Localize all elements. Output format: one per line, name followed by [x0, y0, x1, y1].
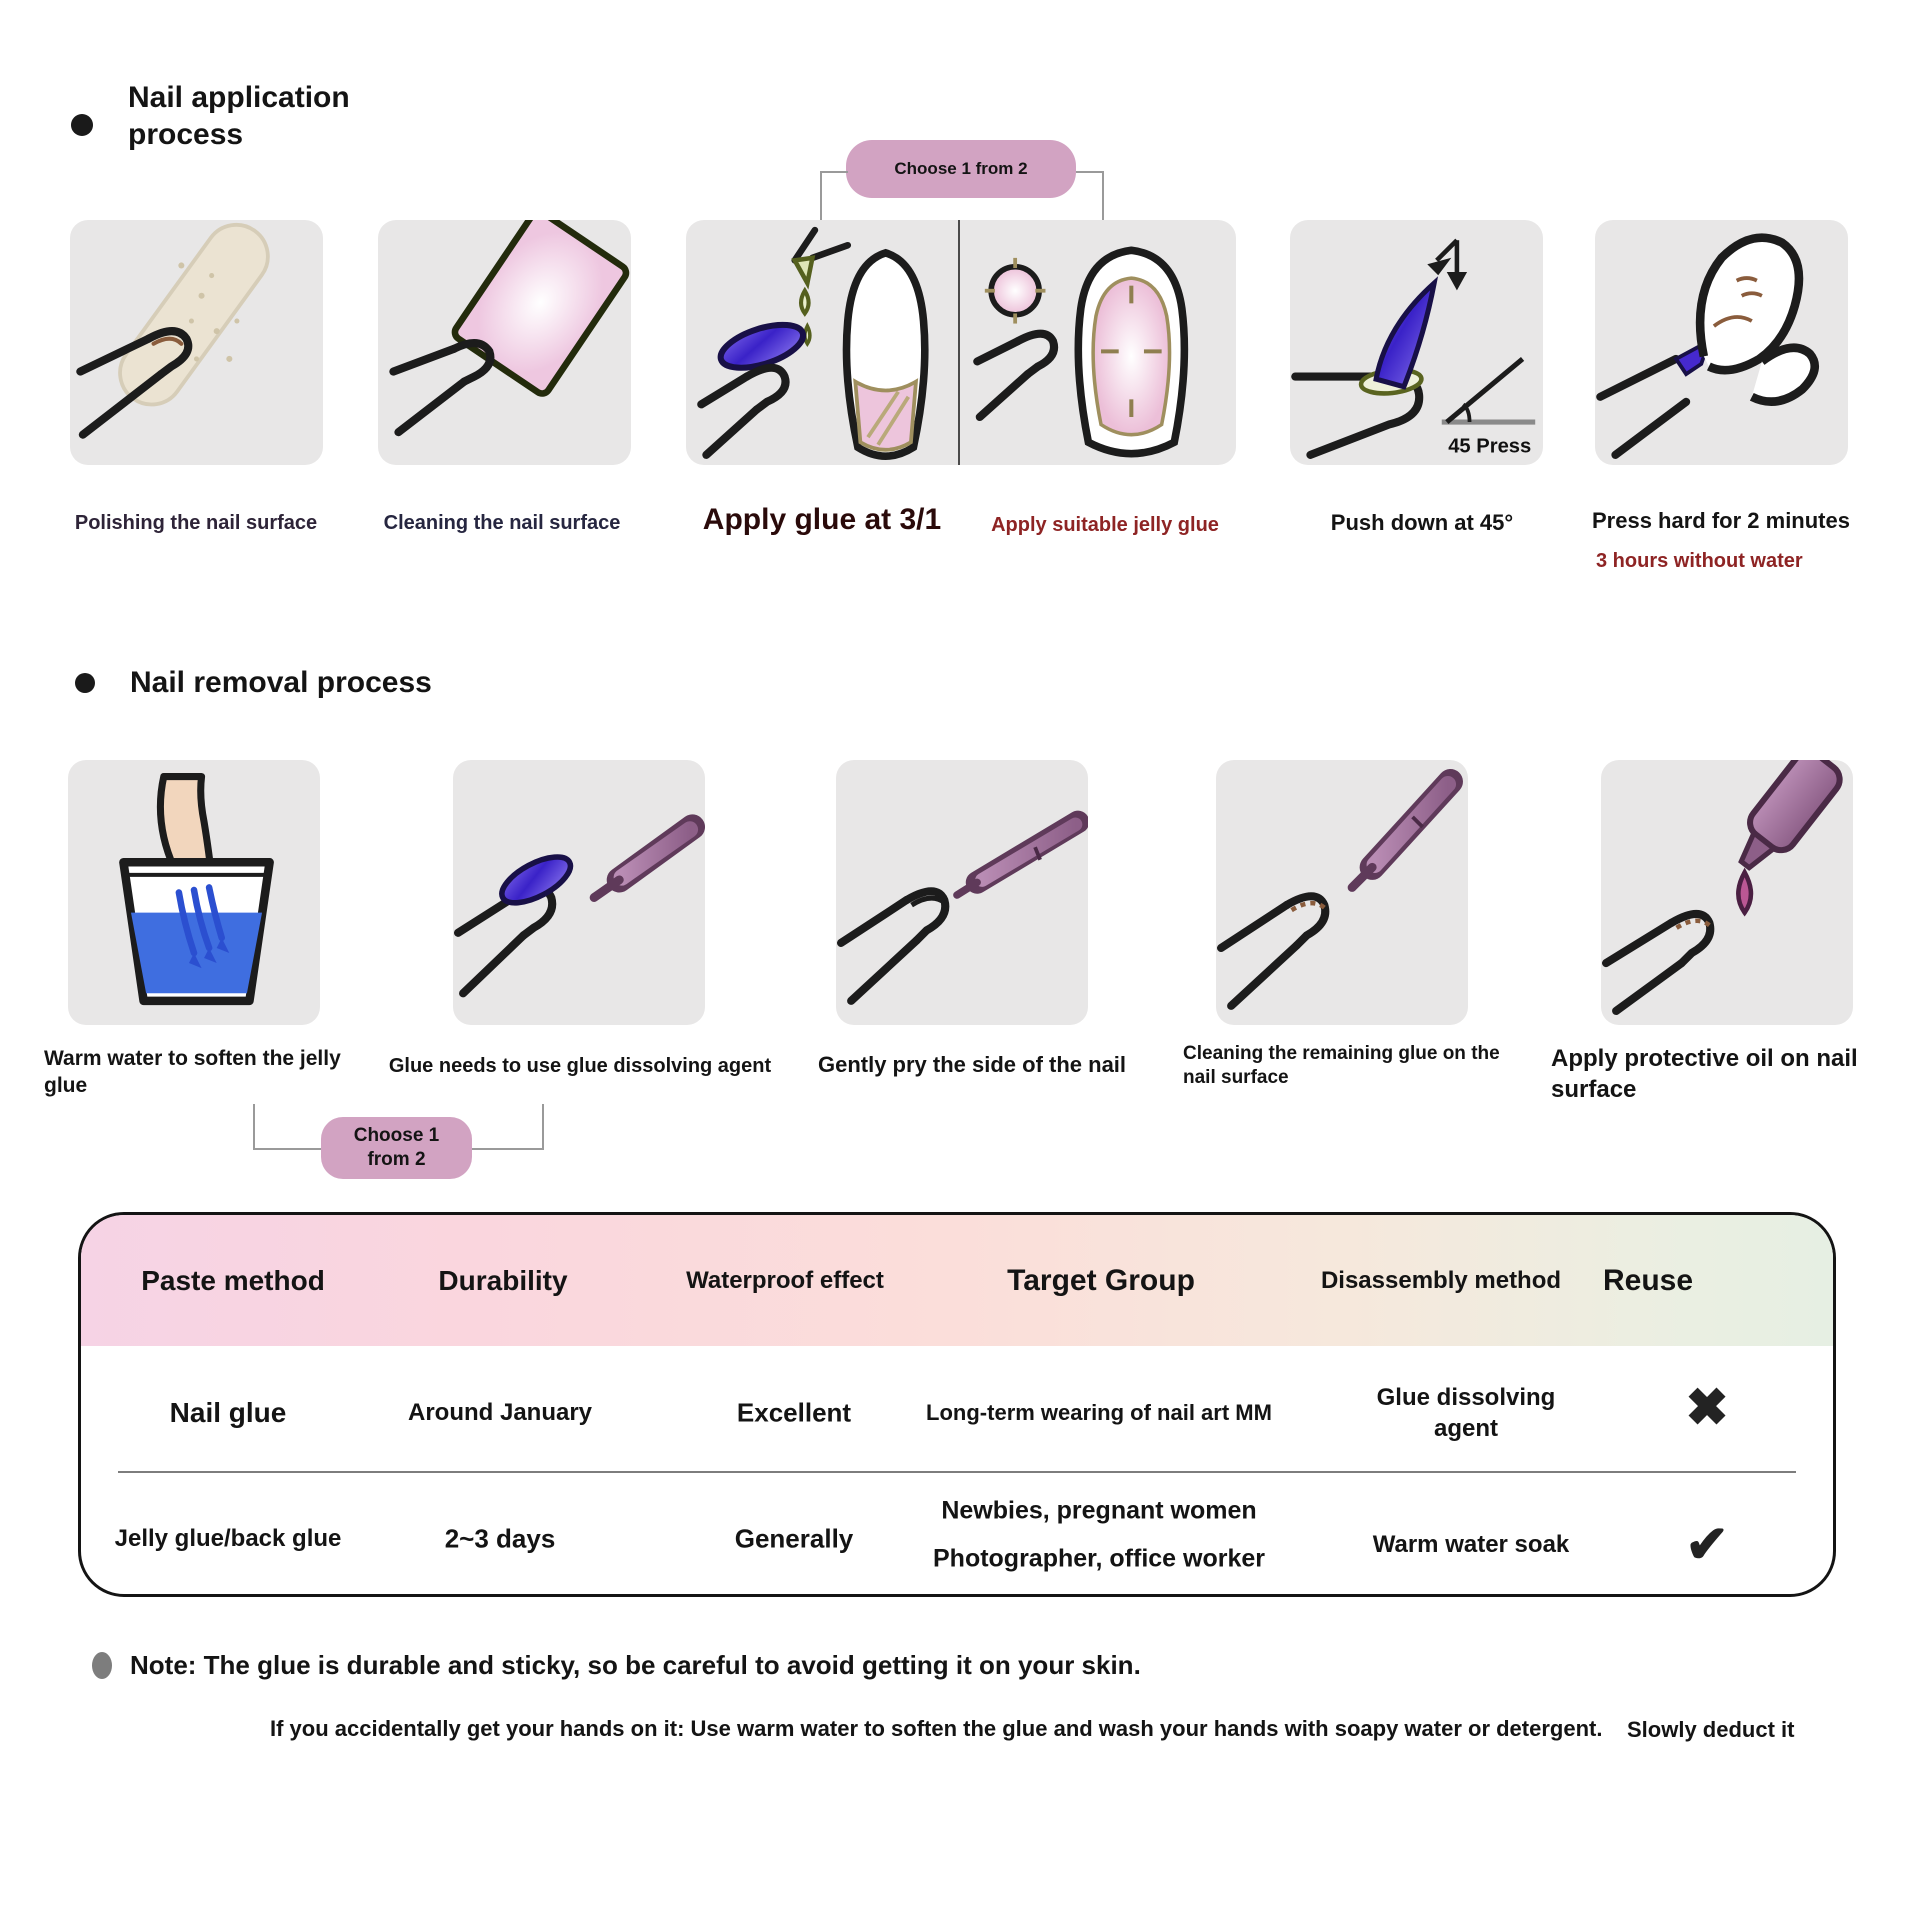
comparison-table	[78, 1212, 1836, 1597]
note-main-text: Note: The glue is durable and sticky, so be careful to avoid getting it on your skin.	[130, 1650, 1141, 1680]
caption-polish: Polishing the nail surface	[74, 512, 318, 534]
caption-dissolving-agent: Glue needs to use glue dissolving agent	[388, 1055, 772, 1077]
step-panel-clean	[378, 220, 631, 465]
note-bullet-icon	[92, 1652, 112, 1679]
cell-paste-nail-glue: Nail glue	[169, 1397, 287, 1428]
choose-badge-application: Choose 1 from 2	[846, 140, 1076, 198]
header-durability: Durability	[438, 1265, 568, 1296]
step-panel-polish	[70, 220, 323, 465]
badge-connector-left	[253, 1104, 323, 1150]
badge-connector-right	[472, 1104, 544, 1150]
caption-clean-glue: Cleaning the remaining glue on the nail surface	[1183, 1043, 1500, 1089]
header-waterproof: Waterproof effect	[686, 1267, 884, 1294]
pry-nail-illustration	[836, 760, 1088, 1025]
apply-glue-illustration	[686, 220, 959, 465]
badge-connector-left	[820, 171, 848, 222]
push-down-45-illustration	[1290, 220, 1543, 465]
caption-clean: Cleaning the nail surface	[383, 512, 621, 534]
step-panel-clean-glue	[1216, 760, 1468, 1025]
caption-protective-oil: Apply protective oil on nail surface	[1551, 1045, 1858, 1103]
header-reuse: Reuse	[1602, 1264, 1694, 1297]
step-panel-warm-water	[68, 760, 320, 1025]
clean-nail-illustration	[378, 220, 631, 465]
press-45-label: 45 Press	[1448, 435, 1532, 458]
step-panel-pry	[836, 760, 1088, 1025]
application-section-title: Nail application process	[128, 81, 350, 151]
caption-jelly-glue: Apply suitable jelly glue	[991, 514, 1219, 536]
step-panel-push-45	[1290, 220, 1543, 465]
caption-3hours-no-water: 3 hours without water	[1596, 550, 1803, 572]
table-row-divider	[118, 1471, 1796, 1473]
step-panel-press-hard	[1595, 220, 1848, 465]
reuse-check-icon: ✔	[1685, 1516, 1729, 1574]
panel-divider	[958, 220, 960, 465]
cell-durability-2: 2~3 days	[444, 1523, 556, 1554]
reuse-cross-icon: ✖	[1685, 1379, 1729, 1437]
note-sub-text: If you accidentally get your hands on it: Use warm water to soften the glue and wash your hands with soapy water or detergent.	[270, 1716, 1603, 1741]
polish-nail-illustration	[70, 220, 323, 465]
caption-press-2min: Press hard for 2 minutes	[1592, 508, 1850, 533]
jelly-glue-illustration	[962, 220, 1235, 465]
section-bullet-icon	[71, 114, 93, 136]
choose-badge-removal	[321, 1117, 472, 1179]
step-panel-glue-options	[686, 220, 1236, 465]
press-hard-illustration	[1595, 220, 1848, 465]
caption-warm-water: Warm water to soften the jelly glue	[44, 1047, 341, 1097]
badge-connector-right	[1076, 171, 1104, 222]
choose-badge-line2: from 2	[367, 1149, 426, 1170]
cell-target-1: Long-term wearing of nail art MM	[926, 1400, 1272, 1425]
section-bullet-icon	[75, 673, 95, 693]
cell-disassembly-1: Glue dissolving agent	[1376, 1383, 1556, 1442]
removal-section-title: Nail removal process	[130, 666, 432, 699]
cell-waterproof-1: Excellent	[736, 1397, 852, 1428]
table-header-background	[81, 1215, 1833, 1346]
header-paste-method: Paste method	[141, 1265, 325, 1296]
step-panel-dissolving-agent	[453, 760, 705, 1025]
caption-apply-glue: Apply glue at 3/1	[702, 503, 942, 536]
step-panel-protective-oil	[1601, 760, 1853, 1025]
note-aside-text: Slowly deduct it	[1627, 1717, 1795, 1742]
choose-badge-line1: Choose 1	[353, 1125, 440, 1147]
cell-target-2-line2: Photographer, office worker	[932, 1544, 1266, 1573]
header-disassembly: Disassembly method	[1320, 1267, 1562, 1294]
warm-water-illustration	[68, 760, 320, 1025]
clean-remaining-glue-illustration	[1216, 760, 1468, 1025]
cell-disassembly-2: Warm water soak	[1372, 1531, 1570, 1558]
cell-durability-1: Around January	[407, 1399, 593, 1426]
protective-oil-illustration	[1601, 760, 1853, 1025]
header-target-group: Target Group	[1007, 1264, 1195, 1297]
dissolving-agent-illustration	[453, 760, 705, 1025]
caption-pry: Gently pry the side of the nail	[817, 1052, 1127, 1077]
cell-target-2-line1: Newbies, pregnant women	[941, 1496, 1257, 1525]
caption-push-45: Push down at 45°	[1330, 510, 1514, 535]
cell-paste-jelly-glue: Jelly glue/back glue	[114, 1525, 342, 1552]
cell-waterproof-2: Generally	[734, 1523, 854, 1554]
